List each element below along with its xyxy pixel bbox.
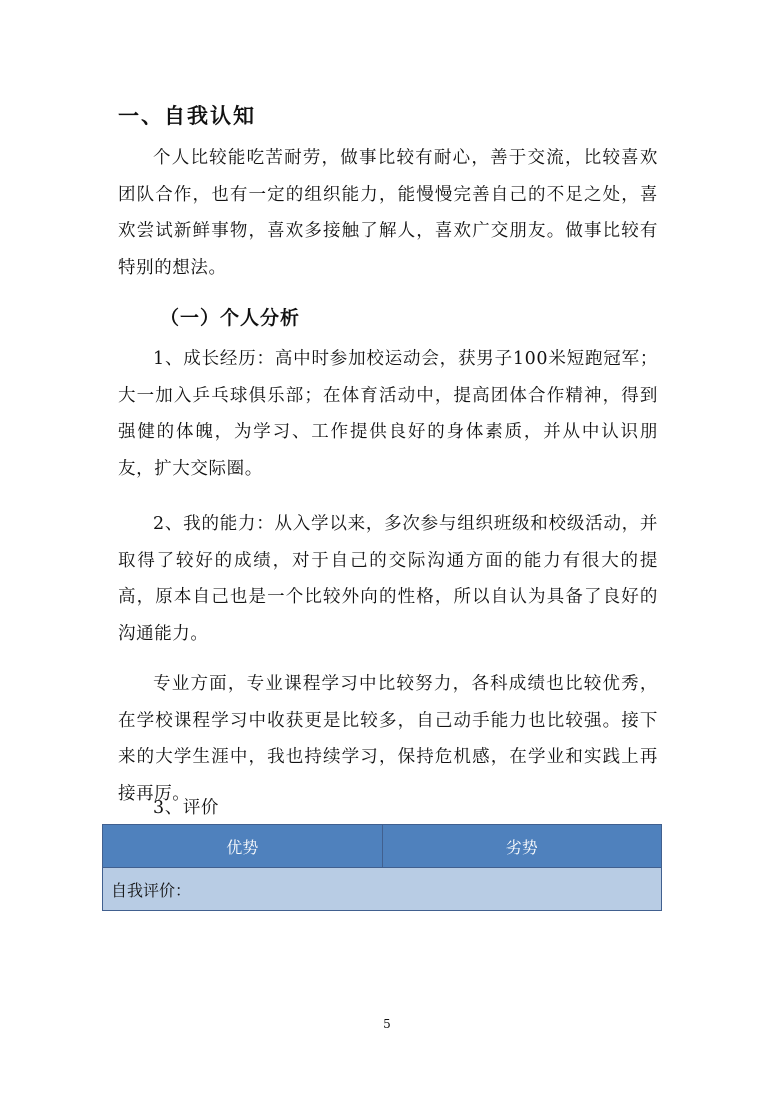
subsection-heading: （一）个人分析 — [160, 307, 301, 329]
section-heading: 一、自我认知 — [118, 104, 256, 128]
table-row — [103, 868, 662, 911]
evaluation-label: 3、评价 — [153, 798, 220, 818]
self-evaluation-cell: 自我评价： — [103, 868, 662, 911]
growth-experience-paragraph: 1、成长经历：高中时参加校运动会，获男子100米短跑冠军；大一加入乒乓球俱乐部；在体育活动中，提高团体合作精神，得到强健的体魄，为学习、工作提供良好的身体素质，并从中认识朋友，扩大交际圈。 — [118, 349, 658, 479]
ability-paragraph: 2、我的能力：从入学以来，多次参与组织班级和校级活动，并取得了较好的成绩，对于自己的交际沟通方面的能力有很大的提高，原本自己也是一个比较外向的性格，所以自认为具备了良好的沟通能力。 — [118, 514, 658, 644]
professional-paragraph: 专业方面，专业课程学习中比较努力，各科成绩也比较优秀，在学校课程学习中收获更是比较多，自己动手能力也比较强。接下来的大学生涯中，我也持续学习，保持危机感，在学业和实践上再接再厉。 — [118, 674, 658, 804]
page-number: 5 — [383, 1017, 391, 1031]
intro-paragraph: 个人比较能吃苦耐劳，做事比较有耐心，善于交流，比较喜欢团队合作，也有一定的组织能力，能慢慢完善自己的不足之处，喜欢尝试新鲜事物，喜欢多接触了解人，喜欢广交朋友。做事比较有特别的想法。 — [118, 148, 658, 278]
evaluation-table — [102, 824, 662, 911]
strengths-header: 优势 — [103, 825, 383, 868]
table-header-row — [103, 825, 662, 868]
weaknesses-header: 劣势 — [382, 825, 662, 868]
